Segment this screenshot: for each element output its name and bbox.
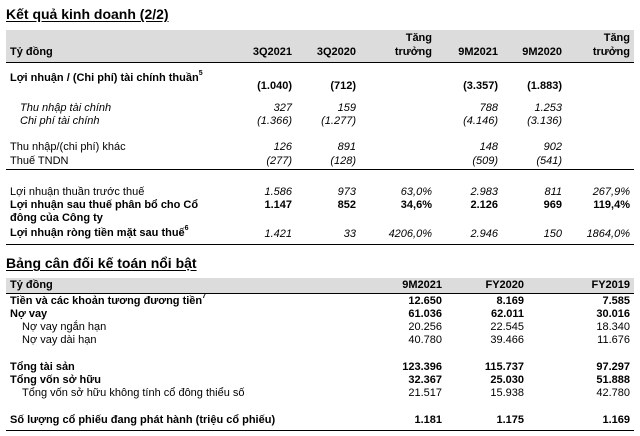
s1-cit-c1: (277) bbox=[266, 155, 292, 167]
s1-header-growth-a: Tăng bbox=[405, 32, 432, 44]
s1-npat-c5: 969 bbox=[543, 199, 562, 211]
s1-cash-sup: 6 bbox=[184, 225, 189, 232]
s2-equity-c1: 32.367 bbox=[408, 374, 442, 386]
s1-fin-income-c4: 788 bbox=[479, 102, 498, 114]
s1-fin-sup: 5 bbox=[198, 70, 203, 77]
s1-header-3q2020: 3Q2020 bbox=[316, 46, 356, 58]
s1-header-rule bbox=[6, 62, 634, 63]
s1-npat-c6: 119,4% bbox=[593, 199, 630, 211]
s1-pbt-c4: 2.983 bbox=[470, 186, 498, 198]
s2-header-fy2019: FY2019 bbox=[591, 279, 630, 291]
s1-npat-c3: 34,6% bbox=[400, 199, 432, 211]
s1-other-c2: 891 bbox=[337, 141, 356, 153]
s1-cit-c5: (541) bbox=[536, 155, 562, 167]
s1-npat-label-1: Lợi nhuận sau thuế phân bổ cho Cổ bbox=[10, 199, 199, 211]
s2-short-c2: 22.545 bbox=[490, 321, 524, 333]
s1-npat-c4: 2.126 bbox=[470, 199, 498, 211]
section2-header-bar bbox=[6, 278, 634, 293]
s1-header-growth-b: trưởng bbox=[394, 46, 432, 58]
s1-fin-income-label: Thu nhập tài chính bbox=[20, 102, 112, 114]
s2-header-rule bbox=[6, 293, 634, 294]
s1-fin-c5: (1.883) bbox=[527, 80, 562, 92]
s1-cash-c2: 33 bbox=[343, 228, 356, 240]
s1-header-growth2-b: trưởng bbox=[592, 46, 630, 58]
s1-header-9m2021: 9M2021 bbox=[458, 46, 498, 58]
s2-long-c1: 40.780 bbox=[408, 334, 442, 346]
s1-cash-c1: 1.421 bbox=[264, 228, 292, 240]
s2-short-c3: 18.340 bbox=[596, 321, 630, 333]
s1-header-3q2021: 3Q2021 bbox=[252, 46, 292, 58]
s2-cash-label: Tiền và các khoản tương đương tiền bbox=[10, 295, 203, 307]
s1-cash-c5: 150 bbox=[543, 228, 562, 240]
s2-debt-c1: 61.036 bbox=[408, 308, 442, 320]
s1-pbt-c3: 63,0% bbox=[400, 186, 432, 198]
s2-debt-c2: 62.011 bbox=[490, 308, 524, 320]
s2-assets-c1: 123.396 bbox=[402, 361, 442, 373]
s1-npat-c1: 1.147 bbox=[264, 199, 292, 211]
s1-cit-label: Thuế TNDN bbox=[10, 155, 69, 167]
s2-debt-c3: 30.016 bbox=[596, 308, 630, 320]
s2-assets-c3: 97.297 bbox=[596, 361, 630, 373]
s2-shares-c2: 1.175 bbox=[496, 414, 524, 426]
s2-equity-ex-c1: 21.517 bbox=[408, 387, 442, 399]
s1-header-unit: Tỷ đồng bbox=[10, 46, 53, 58]
s2-short-label: Nợ vay ngắn hạn bbox=[22, 321, 107, 333]
s1-fin-income-c2: 159 bbox=[337, 102, 356, 114]
s2-bottom-rule bbox=[6, 430, 634, 431]
s2-header-9m2021: 9M2021 bbox=[402, 279, 442, 291]
s2-debt-label: Nợ vay bbox=[10, 308, 48, 320]
s2-cash-c1: 12.650 bbox=[408, 295, 442, 307]
s1-cash-c6: 1864,0% bbox=[586, 228, 630, 240]
s2-equity-ex-c3: 42.780 bbox=[596, 387, 630, 399]
s2-equity-ex-c2: 15.938 bbox=[490, 387, 524, 399]
s1-fin-cost-label: Chi phí tài chính bbox=[20, 115, 100, 127]
s1-fin-c1: (1.040) bbox=[257, 80, 292, 92]
s1-other-label: Thu nhập/(chi phí) khác bbox=[10, 141, 126, 153]
s2-header-fy2020: FY2020 bbox=[485, 279, 524, 291]
s1-fin-cost-c2: (1.277) bbox=[321, 115, 356, 127]
s1-rule-2 bbox=[6, 169, 634, 170]
section2-title: Bảng cân đối kế toán nổi bật bbox=[6, 255, 197, 271]
s2-cash-c3: 7.585 bbox=[602, 295, 630, 307]
s1-pbt-c5: 811 bbox=[544, 186, 562, 198]
s1-npat-label-2: đông của Công ty bbox=[10, 212, 103, 224]
s2-equity-ex-label: Tổng vốn sở hữu không tính cổ đông thiểu số bbox=[22, 387, 245, 399]
s1-fin-cost-c1: (1.366) bbox=[257, 115, 292, 127]
s1-cit-c2: (128) bbox=[330, 155, 356, 167]
s1-header-growth2-a: Tăng bbox=[603, 32, 630, 44]
s1-cit-c4: (509) bbox=[472, 155, 498, 167]
s2-equity-c2: 25.030 bbox=[490, 374, 524, 386]
s1-fin-cost-c5: (3.136) bbox=[527, 115, 562, 127]
s2-equity-label: Tổng vốn sở hữu bbox=[10, 374, 101, 386]
s1-npat-c2: 852 bbox=[337, 199, 356, 211]
s2-shares-c3: 1.169 bbox=[602, 414, 630, 426]
s2-short-c1: 20.256 bbox=[408, 321, 442, 333]
s2-long-c3: 11.676 bbox=[597, 334, 630, 346]
s1-fin-income-c1: 327 bbox=[273, 102, 292, 114]
s1-cash-c4: 2.946 bbox=[470, 228, 498, 240]
s2-long-c2: 39.466 bbox=[490, 334, 524, 346]
s2-assets-label: Tổng tài sản bbox=[10, 361, 75, 373]
s1-fin-income-c5: 1.253 bbox=[534, 102, 562, 114]
s1-pbt-c2: 973 bbox=[337, 186, 356, 198]
s2-equity-c3: 51.888 bbox=[596, 374, 630, 386]
s1-cash-label: Lợi nhuận ròng tiền mặt sau thuế bbox=[10, 227, 185, 239]
s1-cash-c3: 4206,0% bbox=[388, 228, 432, 240]
s2-cash-c2: 8.169 bbox=[496, 295, 524, 307]
s1-header-9m2020: 9M2020 bbox=[522, 46, 562, 58]
s1-fin-c4: (3.357) bbox=[463, 80, 498, 92]
s2-header-unit: Tỷ đồng bbox=[10, 279, 53, 291]
s2-long-label: Nợ vay dài hạn bbox=[22, 334, 97, 346]
s1-fin-cost-c4: (4.146) bbox=[463, 115, 498, 127]
section1-title: Kết quả kinh doanh (2/2) bbox=[6, 6, 169, 22]
s1-fin-c2: (712) bbox=[330, 80, 356, 92]
s1-rule-3 bbox=[6, 244, 634, 245]
s2-shares-label: Số lượng cổ phiếu đang phát hành (triệu cổ phiếu) bbox=[10, 414, 276, 426]
s1-other-c1: 126 bbox=[273, 141, 292, 153]
s1-fin-label: Lợi nhuận / (Chi phí) tài chính thuần bbox=[10, 72, 199, 84]
s1-pbt-c1: 1.586 bbox=[264, 186, 292, 198]
s1-pbt-c6: 267,9% bbox=[592, 186, 630, 198]
s2-assets-c2: 115.737 bbox=[484, 361, 524, 373]
s1-other-c4: 148 bbox=[479, 141, 498, 153]
s1-pbt-label: Lợi nhuận thuần trước thuế bbox=[10, 186, 145, 198]
s2-shares-c1: 1.181 bbox=[414, 414, 442, 426]
s1-other-c5: 902 bbox=[543, 141, 562, 153]
s2-cash-sup: 7 bbox=[202, 293, 207, 300]
